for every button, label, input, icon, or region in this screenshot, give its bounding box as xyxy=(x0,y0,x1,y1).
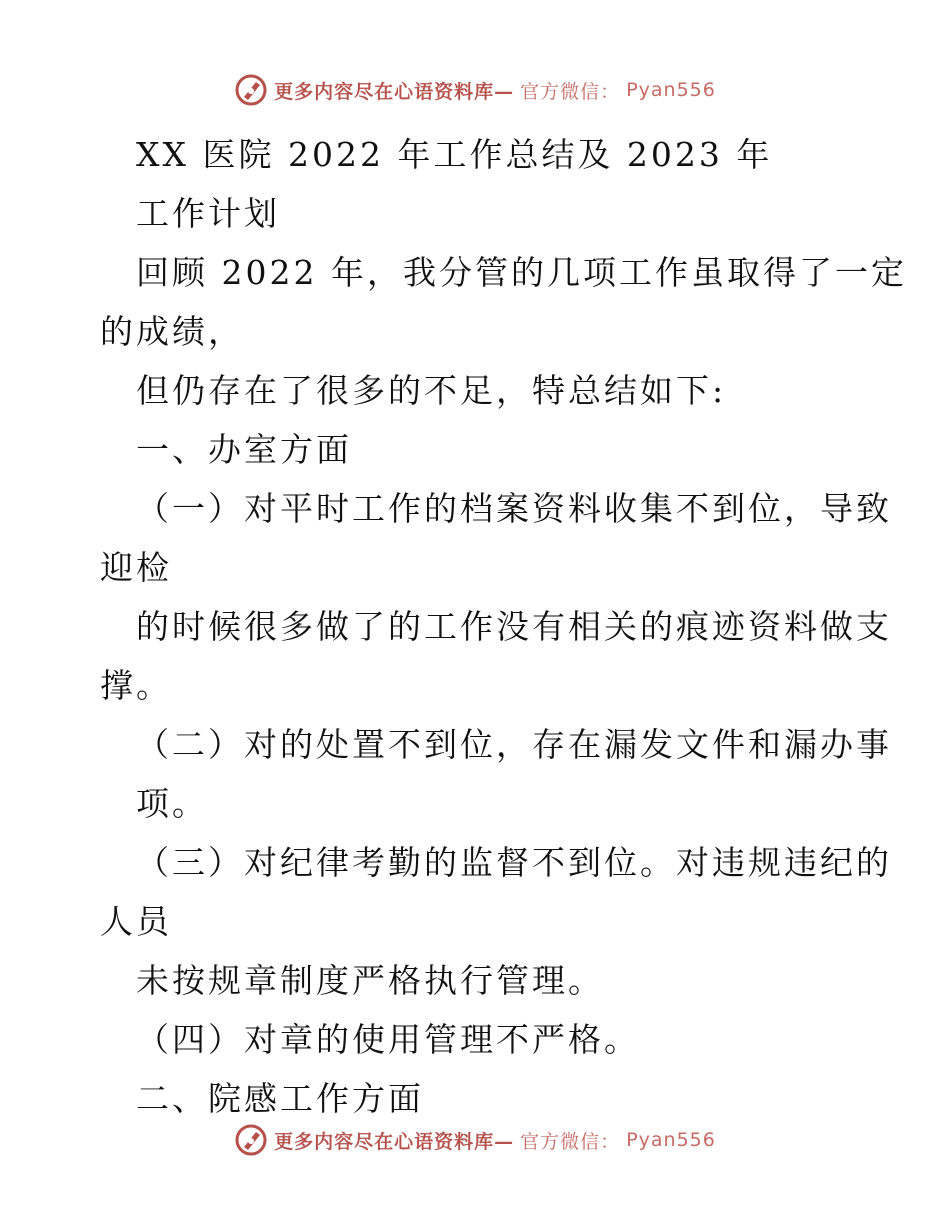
doc-line: 人员 xyxy=(100,902,172,941)
banner-wechat-id: Pyan556 xyxy=(626,1129,716,1151)
banner-brand: 更多内容尽在心语资料库— xyxy=(274,80,515,103)
doc-line: 项。 xyxy=(136,784,208,823)
banner-wechat-label: 官方微信： xyxy=(520,80,621,103)
doc-line: 一、办室方面 xyxy=(136,430,352,469)
doc-line: 的时候很多做了的工作没有相关的痕迹资料做支 xyxy=(136,607,892,646)
banner-wechat-id: Pyan556 xyxy=(626,79,716,101)
header-banner xyxy=(0,70,950,110)
doc-line: （二）对的处置不到位，存在漏发文件和漏办事 xyxy=(136,725,892,764)
doc-line: XX 医院 2022 年工作总结及 2023 年 xyxy=(136,135,773,174)
doc-line: 二、院感工作方面 xyxy=(136,1079,424,1118)
doc-line: 工作计划 xyxy=(136,194,280,233)
doc-line: （三）对纪律考勤的监督不到位。对违规违纪的 xyxy=(136,843,892,882)
doc-line: 撑。 xyxy=(100,666,172,705)
doc-line: （一）对平时工作的档案资料收集不到位，导致 xyxy=(136,489,892,528)
banner-wechat-label: 官方微信： xyxy=(520,1130,621,1153)
doc-line: 迎检 xyxy=(100,548,172,587)
doc-line: 的成绩， xyxy=(100,312,244,351)
doc-line: （四）对章的使用管理不严格。 xyxy=(136,1020,640,1059)
pen-logo-icon xyxy=(234,73,268,107)
footer-banner xyxy=(0,1120,950,1160)
doc-line: 未按规章制度严格执行管理。 xyxy=(136,961,604,1000)
doc-line: 但仍存在了很多的不足，特总结如下: xyxy=(136,371,727,410)
document-body xyxy=(100,125,907,1128)
pen-logo-icon xyxy=(234,1123,268,1157)
doc-line: 回顾 2022 年，我分管的几项工作虽取得了一定 xyxy=(136,253,907,292)
banner-brand: 更多内容尽在心语资料库— xyxy=(274,1130,515,1153)
